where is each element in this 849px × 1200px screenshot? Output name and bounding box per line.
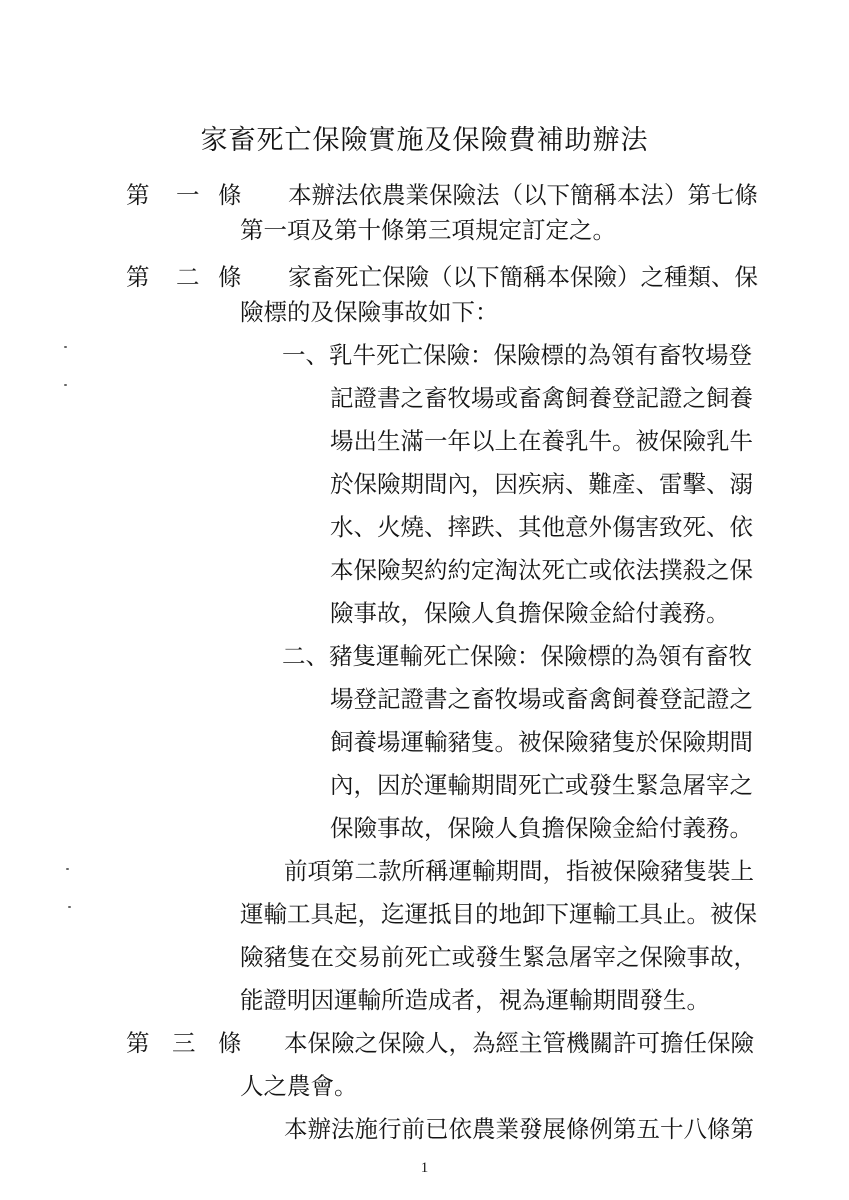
item-2-line-4: 內，因於運輸期間死亡或發生緊急屠宰之 [330, 771, 753, 799]
article-3-label-char-2: 三 [172, 1029, 196, 1057]
item-2-line-3: 飼養場運輸豬隻。被保險豬隻於保險期間 [330, 728, 753, 756]
article-2-para2-line-1: 前項第二款所稱運輸期間，指被保險豬隻裝上 [284, 857, 754, 885]
document-title: 家畜死亡保險實施及保險費補助辦法 [200, 125, 649, 156]
article-1-label-char-1: 第 [126, 181, 150, 209]
scan-speck [68, 906, 71, 908]
article-2-label-char-2: 二 [176, 263, 200, 291]
article-1-label-char-2: 一 [176, 181, 200, 209]
item-1-line-6: 本保險契約約定淘汰死亡或依法撲殺之保 [330, 556, 753, 584]
item-2-line-2: 場登記證書之畜牧場或畜禽飼養登記證之 [330, 685, 753, 713]
article-2-para2-line-2: 運輸工具起，迄運抵目的地卸下運輸工具止。被保 [240, 900, 757, 928]
article-2-para2-line-4: 能證明因運輸所造成者，視為運輸期間發生。 [240, 986, 710, 1014]
article-1-line-1: 本辦法依農業保險法（以下簡稱本法）第七條 [288, 181, 758, 209]
item-1-line-1: 一、乳牛死亡保險：保險標的為領有畜牧場登 [282, 341, 752, 369]
item-1-line-5: 水、火燒、摔跌、其他意外傷害致死、依 [330, 513, 753, 541]
scan-speck [66, 868, 69, 870]
item-1-line-4: 於保險期間內，因疾病、難產、雷擊、溺 [330, 470, 753, 498]
article-3-line-2: 人之農會。 [240, 1072, 358, 1100]
article-2-para2-line-3: 險豬隻在交易前死亡或發生緊急屠宰之保險事故， [240, 943, 757, 971]
item-2-line-1: 二、豬隻運輸死亡保險：保險標的為領有畜牧 [282, 642, 752, 670]
item-2-line-5: 保險事故，保險人負擔保險金給付義務。 [330, 814, 753, 842]
article-2-label-char-3: 條 [218, 263, 242, 291]
article-3-line-1: 本保險之保險人，為經主管機關許可擔任保險 [284, 1029, 754, 1057]
article-2-line-2: 險標的及保險事故如下： [240, 298, 499, 326]
item-1-line-3: 場出生滿一年以上在養乳牛。被保險乳牛 [330, 427, 753, 455]
article-2-label-char-1: 第 [126, 263, 150, 291]
page-number: 1 [420, 1160, 429, 1176]
article-3-para2-line-1: 本辦法施行前已依農業發展條例第五十八條第 [284, 1115, 754, 1143]
scan-speck [64, 384, 67, 386]
scan-speck [64, 346, 67, 348]
item-1-line-2: 記證書之畜牧場或畜禽飼養登記證之飼養 [330, 384, 753, 412]
item-1-line-7: 險事故，保險人負擔保險金給付義務。 [330, 599, 730, 627]
article-1-line-2: 第一項及第十條第三項規定訂定之。 [240, 216, 616, 244]
article-3-label-char-1: 第 [126, 1029, 150, 1057]
article-3-label-char-3: 條 [218, 1029, 242, 1057]
article-1-label-char-3: 條 [218, 181, 242, 209]
article-2-line-1: 家畜死亡保險（以下簡稱本保險）之種類、保 [288, 263, 758, 291]
